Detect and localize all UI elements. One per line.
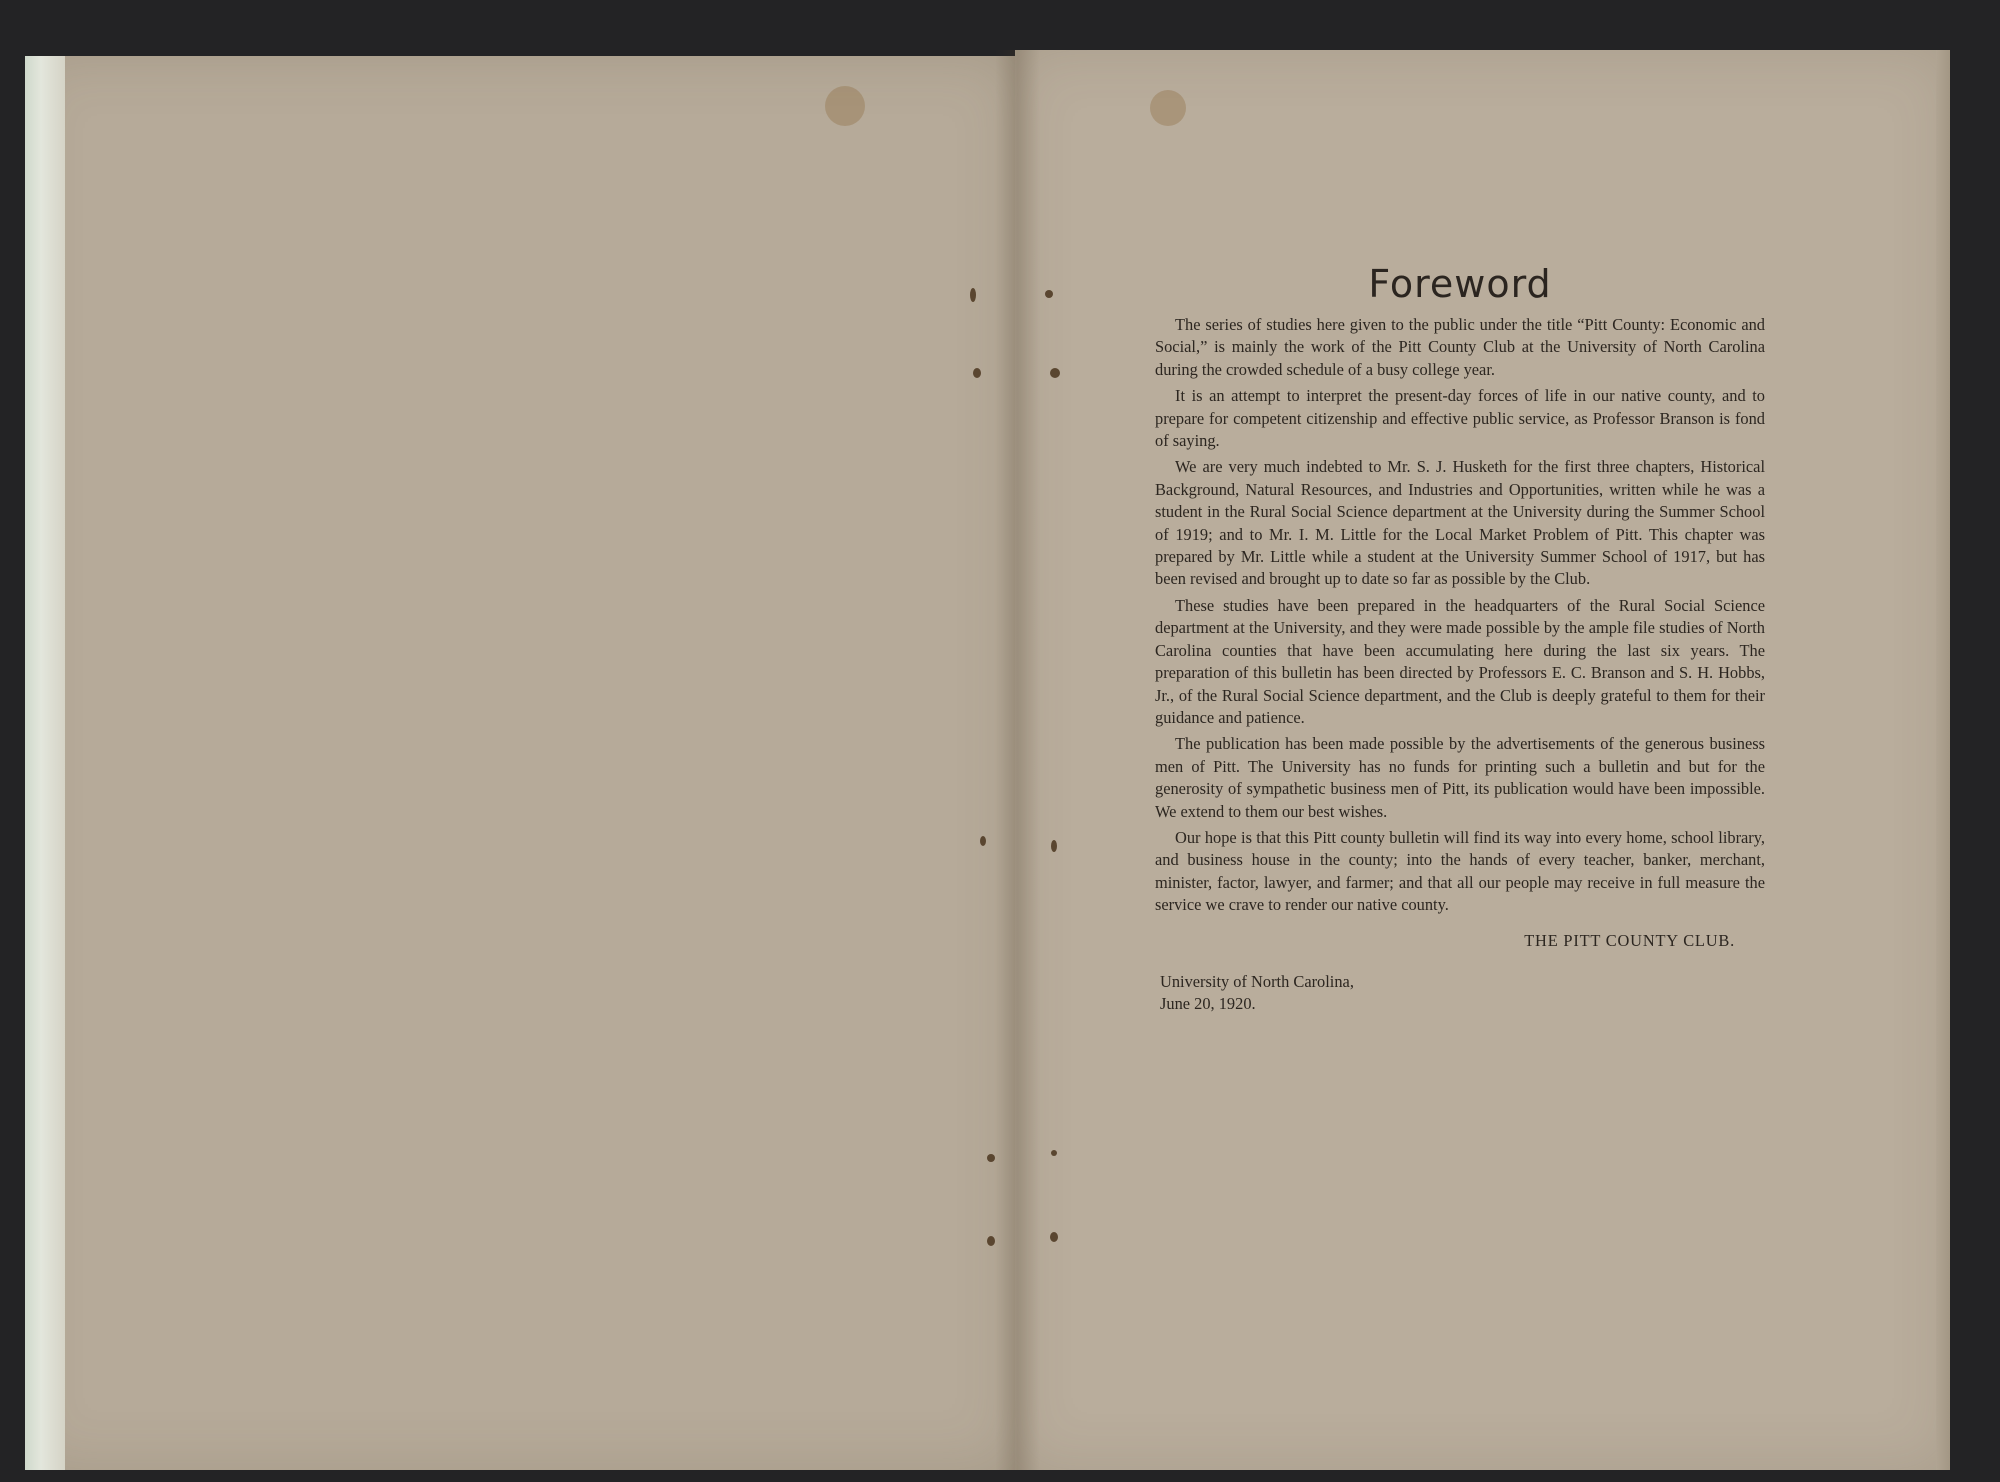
staple-hole (1051, 1150, 1057, 1156)
staple-hole (987, 1236, 995, 1246)
stain-mark (825, 86, 865, 126)
page-title: Foreword (1368, 262, 1552, 306)
book-gutter (995, 50, 1040, 1470)
signature: THE PITT COUNTY CLUB. (1524, 930, 1735, 950)
staple-hole (1050, 368, 1060, 378)
paragraph-4: These studies have been prepared in the headquarters of the Rural Social Science department at the University, and they were made possible by the ample file studies of North Carolina counties that have been accumulating here during the last six years. The preparation of this bulletin has been directed by Professors E. C. Branson and S. H. Hobbs, Jr., of the Rural Social Science department, and the Club is deeply grateful to them for their guidance and patience. (1155, 595, 1765, 727)
cover-edge (25, 56, 65, 1470)
paragraph-2: It is an attempt to interpret the present-day forces of life in our native county, and to prepare for competent citizenship and effective public service, as Professor Branson is fond of saying. (1155, 386, 1765, 451)
staple-hole (970, 288, 976, 302)
left-page-blank (25, 56, 1015, 1470)
staple-hole (1045, 290, 1053, 298)
stain-mark (1150, 90, 1186, 126)
paragraph-1: The series of studies here given to the public under the title “Pitt County: Economic and Social,” is mainly the work of the Pitt County Club at the University of North Carolina during the crowded schedule of a busy college year. (1155, 315, 1765, 379)
foreword-text-block (1155, 262, 1765, 1015)
staple-hole (1050, 1232, 1058, 1242)
place-line: University of North Carolina, (1160, 971, 1354, 991)
page-edge (1936, 50, 1950, 1470)
paragraph-3: We are very much indebted to Mr. S. J. Husketh for the first three chapters, Historical Background, Natural Resources, and Industries and Opportunities, written while he was a student in the Rural Social Science department at the University during the Summer School of 1919; and to Mr. I. M. Little for the Local Market Problem of Pitt. This chapter was prepared by Mr. Little while a student at the University Summer School of 1917, but has been revised and brought up to date so far as possible by the Club. (1155, 457, 1765, 589)
date-line: June 20, 1920. (1160, 993, 1256, 1013)
paragraph-6: Our hope is that this Pitt county bulletin will find its way into every home, school library, and business house in the county; into the hands of every teacher, banker, merchant, minister, factor, lawyer, and farmer; and that all our people may receive in full measure the service we crave to render our native county. (1155, 827, 1765, 915)
paragraph-5: The publication has been made possible by the advertisements of the generous business men of Pitt. The University has no funds for printing such a bulletin and but for the generosity of sympathetic business men of Pitt, its publication would have been impossible. We extend to them our best wishes. (1155, 734, 1765, 821)
staple-hole (987, 1154, 995, 1162)
staple-hole (980, 836, 986, 846)
staple-hole (973, 368, 981, 378)
staple-hole (1051, 840, 1057, 852)
